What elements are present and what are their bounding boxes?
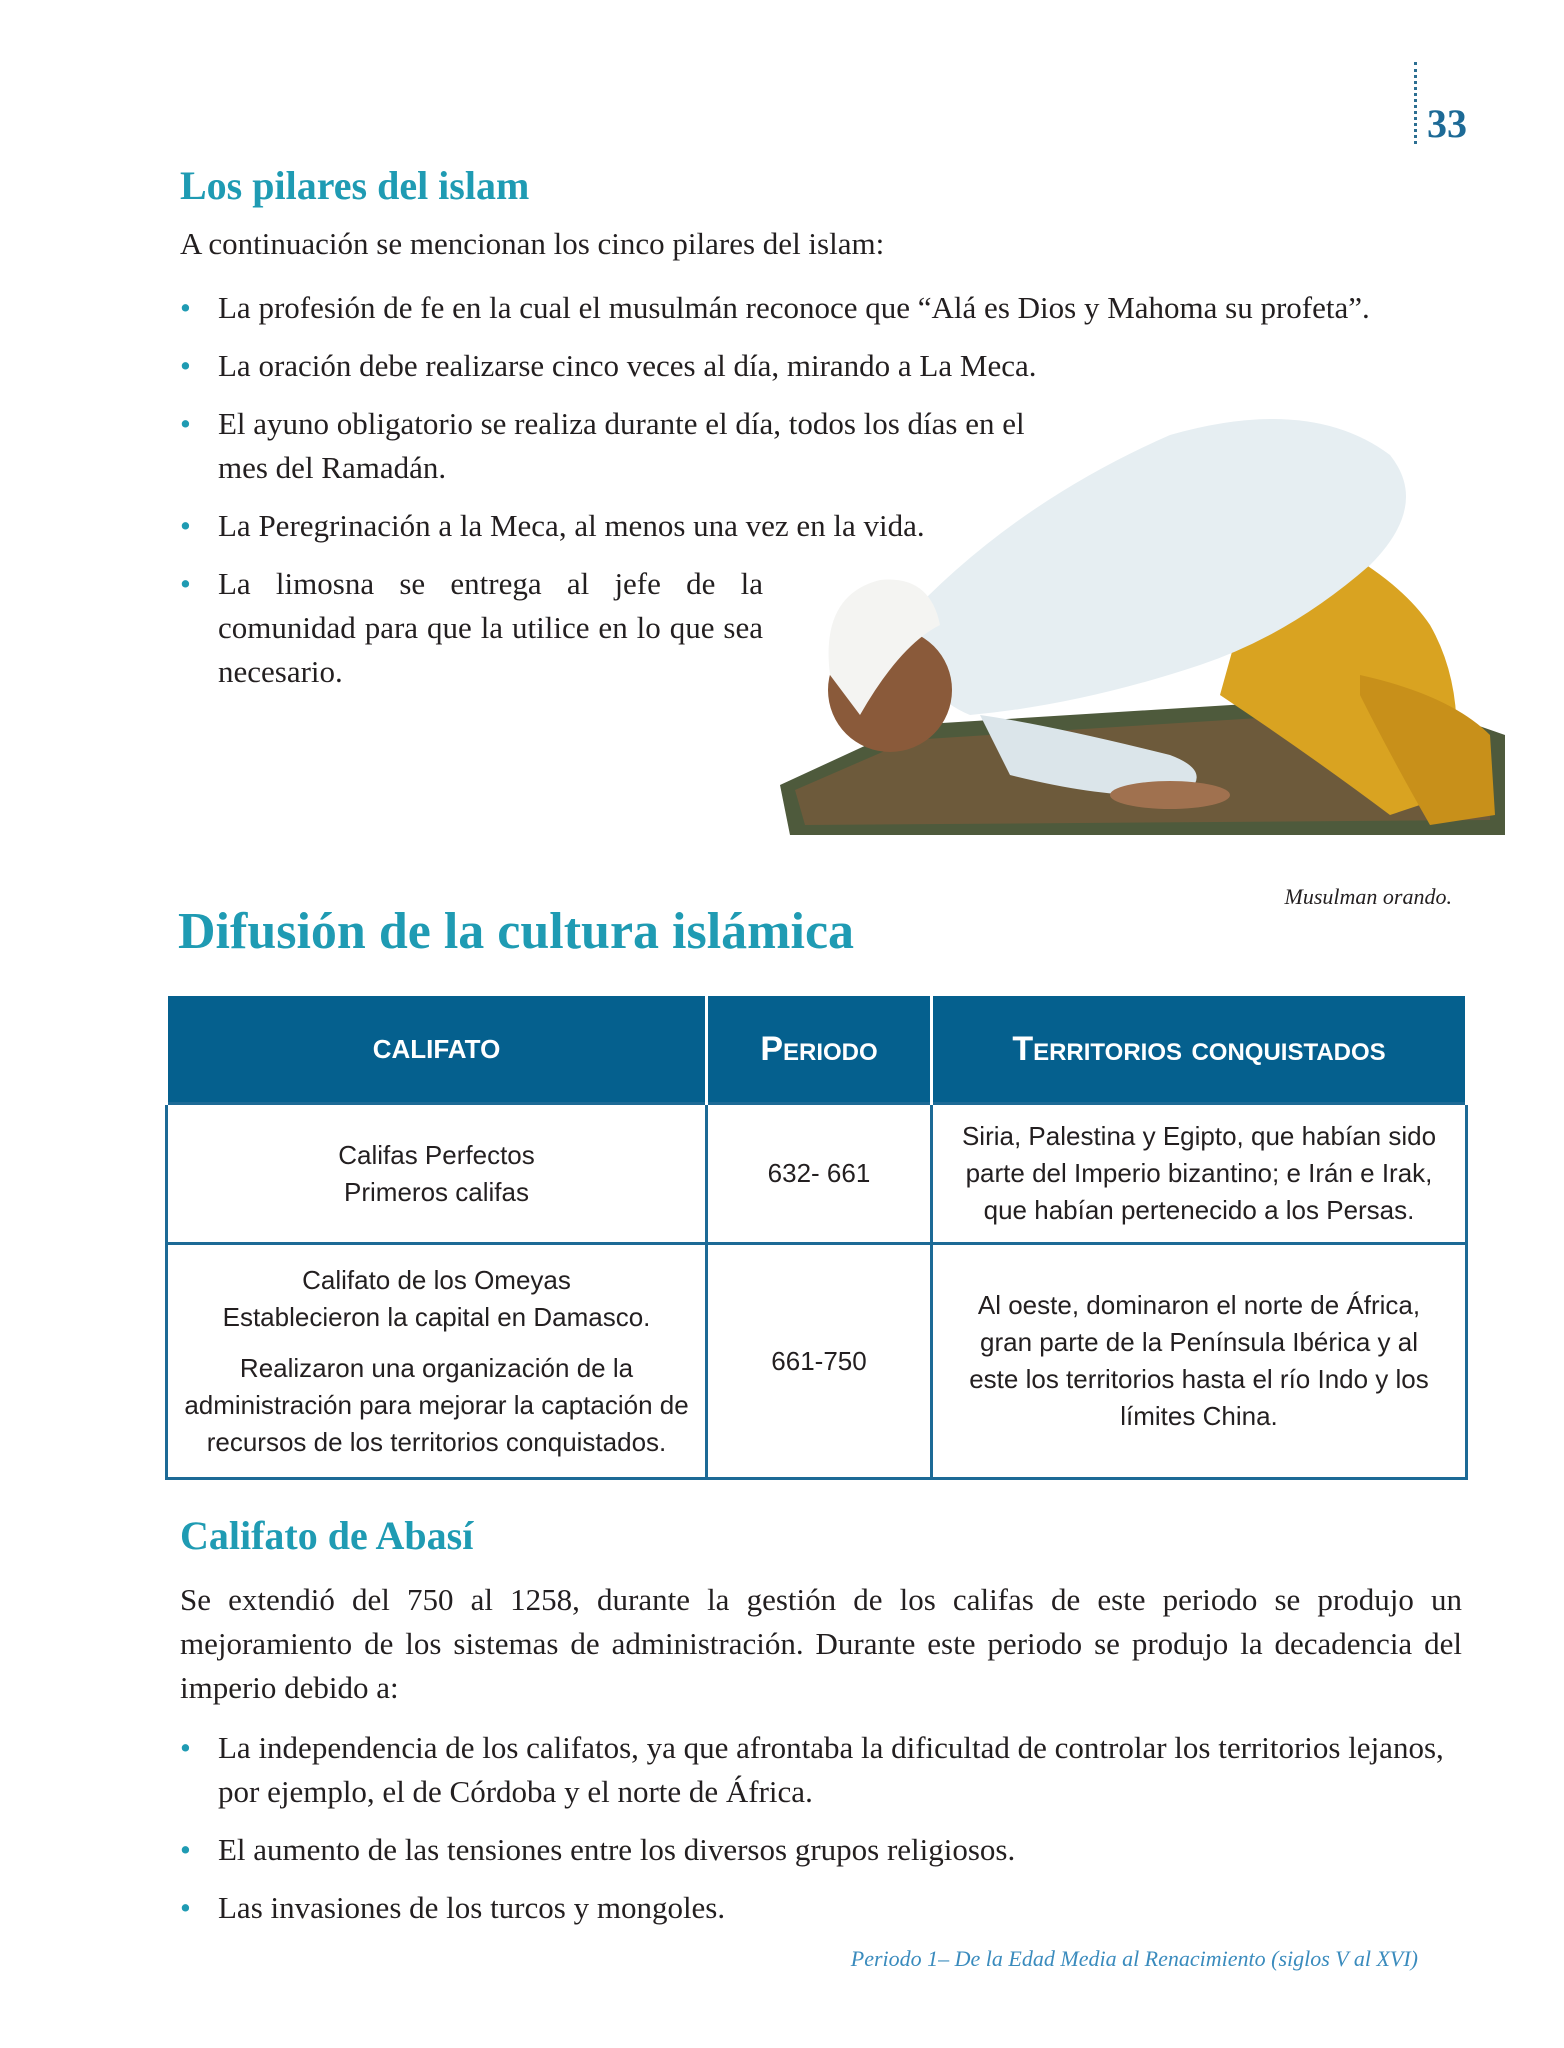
califates-table [165,993,1468,1480]
list-item: • La Peregrinación a la Meca, al menos una vez en la vida. [180,504,928,548]
abasi-list [180,1726,1462,1944]
pillars-intro: A continuación se mencionan los cinco pilares del islam: [180,226,885,261]
table-row [167,1244,1467,1479]
cell-periodo: 632- 661 [707,1104,932,1244]
cell-califato: Califato de los Omeyas Establecieron la capital en Damasco. Realizaron una organización de la administración para mejorar la captación de recursos de los territorios conquistados. [167,1244,707,1479]
header-periodo: Periodo [707,995,932,1104]
list-item: • El aumento de las tensiones entre los diversos grupos religiosos. [180,1828,1462,1872]
cell-periodo: 661-750 [707,1244,932,1479]
table-header-row [167,995,1467,1104]
section-title-abasi: Califato de Abasí [180,1513,474,1558]
cell-territorios: Siria, Palestina y Egipto, que habían sido parte del Imperio bizantino; e Irán e Irak, que habían pertenecido a los Persas. [932,1104,1467,1244]
list-item: • La oración debe realizarse cinco veces al día, mirando a La Meca. [180,344,1460,388]
list-item: • La profesión de fe en la cual el musulmán reconoce que “Alá es Dios y Mahoma su profeta”. [180,286,1460,330]
list-item: • Las invasiones de los turcos y mongoles. [180,1886,1462,1930]
header-califato: CALIFATO [167,995,707,1104]
section-title-pillars: Los pilares del islam [180,163,530,208]
image-caption: Musulman orando. [1284,884,1452,909]
cell-califato: Califas Perfectos Primeros califas [167,1104,707,1244]
header-territorios: Territorios conquistados [932,995,1467,1104]
abasi-paragraph: Se extendió del 750 al 1258, durante la gestión de los califas de este periodo se produjo un mejoramiento de los sistemas de administración. Durante este periodo se produjo la decadencia del imperio debido a: [180,1582,1462,1705]
list-item: • La limosna se entrega al jefe de la comunidad para que la utilice en lo que sea necesario. [180,562,763,694]
list-item: • El ayuno obligatorio se realiza durante el día, todos los días en el mes del Ramadán. [180,402,1068,490]
table-row [167,1104,1467,1244]
page-footer: Periodo 1– De la Edad Media al Renacimiento (siglos V al XVI) [850,1946,1418,1971]
page-number: 33 [1414,62,1467,144]
section-title-difusion: Difusión de la cultura islámica [178,903,855,960]
cell-territorios: Al oeste, dominaron el norte de África, gran parte de la Península Ibérica y al este los territorios hasta el río Indo y los límites China. [932,1244,1467,1479]
list-item: • La independencia de los califatos, ya que afrontaba la dificultad de controlar los territorios lejanos, por ejemplo, el de Córdoba y el norte de África. [180,1726,1462,1814]
praying-man-image [750,395,1510,845]
